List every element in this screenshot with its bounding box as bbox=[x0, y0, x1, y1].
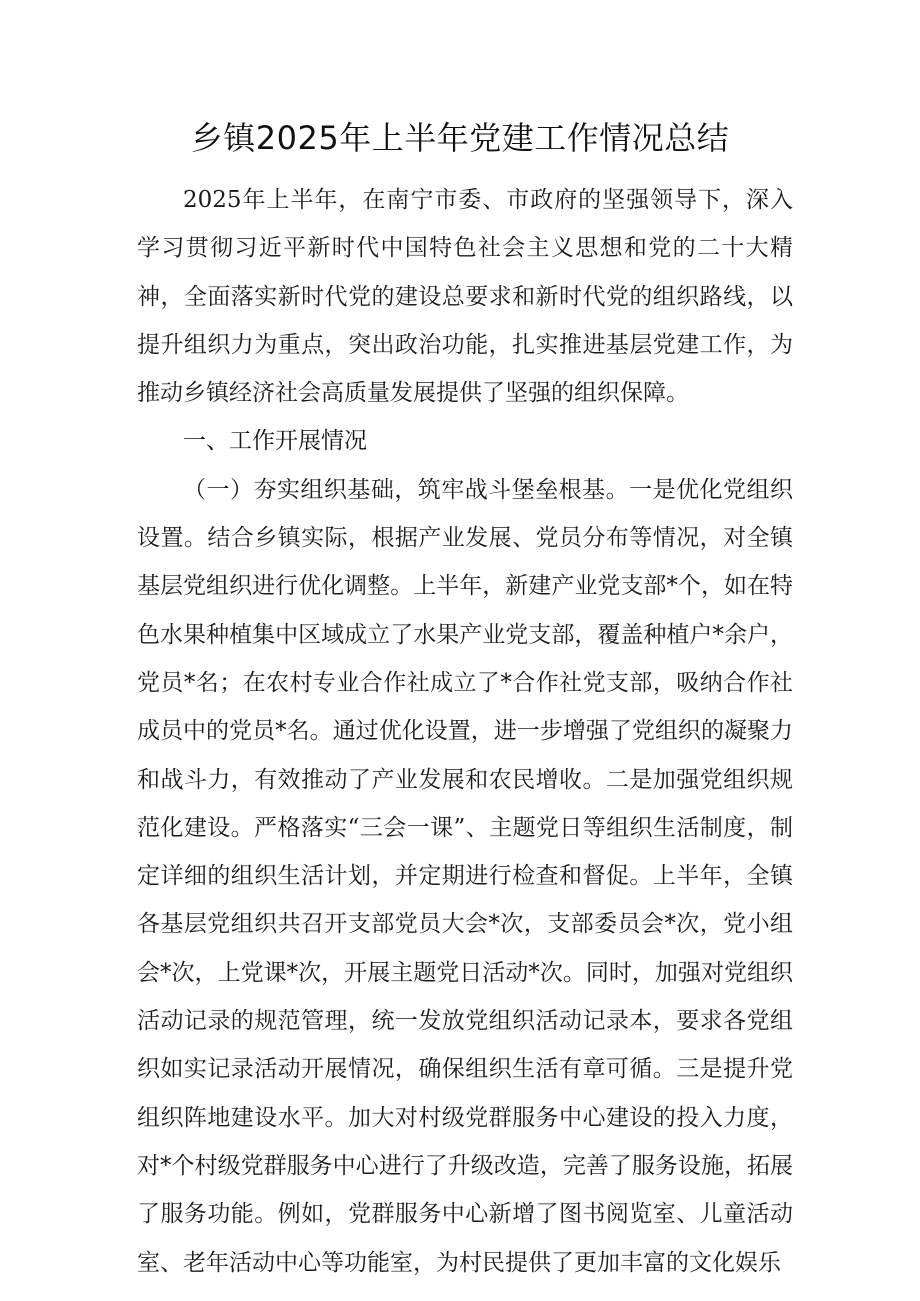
document-title: 乡镇2025年上半年党建工作情况总结 bbox=[190, 119, 730, 157]
document-body bbox=[137, 176, 793, 1287]
section-paragraph: （一）夯实组织基础，筑牢战斗堡垒根基。一是优化党组织设置。结合乡镇实际，根据产业发展、党员分布等情况，对全镇基层党组织进行优化调整。上半年，新建产业党支部*个，如在特色水果种植集中区域成立了水果产业党支部，覆盖种植户*余户，党员*名；在农村专业合作社成立了*合作社党支部，吸纳合作社成员中的党员*名。通过优化设置，进一步增强了党组织的凝聚力和战斗力，有效推动了产业发展和农民增收。二是加强党组织规范化建设。严格落实“三会一课”、主题党日等组织生活制度，制定详细的组织生活计划，并定期进行检查和督促。上半年，全镇各基层党组织共召开支部党员大会*次，支部委员会*次，党小组会*次，上党课*次，开展主题党日活动*次。同时，加强对党组织活动记录的规范管理，统一发放党组织活动记录本，要求各党组织如实记录活动开展情况，确保组织生活有章可循。三是提升党组织阵地建设水平。加大对村级党群服务中心建设的投入力度，对*个村级党群服务中心进行了升级改造，完善了服务设施，拓展了服务功能。例如，党群服务中心新增了图书阅览室、儿童活动室、老年活动中心等功能室，为村民提供了更加丰富的文化娱乐 bbox=[137, 476, 793, 1276]
intro-paragraph: 2025年上半年，在南宁市委、市政府的坚强领导下，深入学习贯彻习近平新时代中国特色社会主义思想和党的二十大精神，全面落实新时代党的建设总要求和新时代党的组织路线，以提升组织力为重点，突出政治功能，扎实推进基层党建工作，为推动乡镇经济社会高质量发展提供了坚强的组织保障。 bbox=[137, 187, 793, 407]
section-heading: 一、工作开展情况 bbox=[183, 428, 367, 455]
